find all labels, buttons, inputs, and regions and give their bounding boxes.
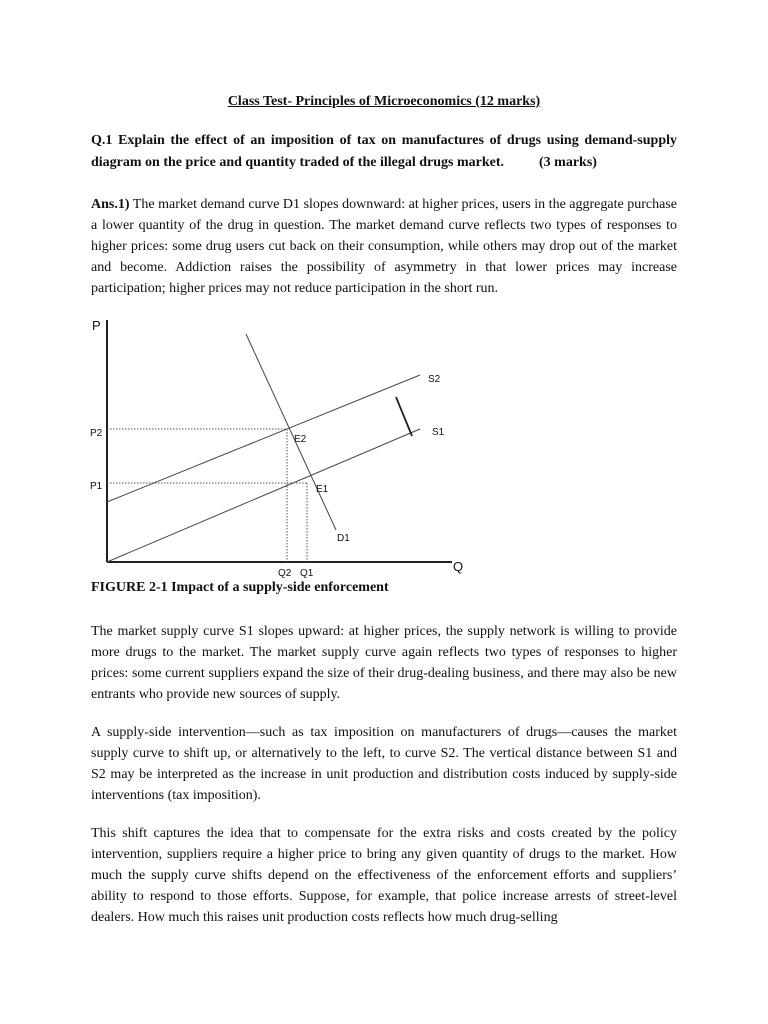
body-paragraph: The market supply curve S1 slopes upward: at higher prices, the supply network is willing to provide more drugs to the market. The market supply curve again reflects two types of responses to higher prices: some current suppliers expand the size of their drug-dealing business, and there may also be new entrants who provide new sources of supply. bbox=[91, 624, 677, 702]
label-d1: D1 bbox=[337, 533, 350, 544]
label-p1: P1 bbox=[90, 481, 103, 492]
figure-caption: FIGURE 2-1 Impact of a supply-side enforcement bbox=[91, 580, 389, 595]
label-q1: Q1 bbox=[300, 568, 314, 579]
question-marks: (3 marks) bbox=[539, 155, 597, 170]
label-q2: Q2 bbox=[278, 568, 292, 579]
supply-curve-s1 bbox=[107, 429, 420, 562]
y-axis-label: P bbox=[92, 318, 101, 333]
label-s1: S1 bbox=[432, 427, 445, 438]
answer-text: The market demand curve D1 slopes downward: at higher prices, users in the aggregate purchase a lower quantity of the drug in question. The market demand curve reflects two types of responses to higher prices: some drug users cut back on their consumption, while others may drop out of the market and become. Addiction raises the possibility of asymmetry in that lower prices may increase participation; higher prices may not reduce participation in the short run. bbox=[91, 197, 677, 296]
x-axis-label: Q bbox=[453, 559, 464, 574]
demand-curve-d1 bbox=[246, 334, 336, 530]
label-s2: S2 bbox=[428, 374, 441, 385]
body-paragraph: A supply-side intervention—such as tax imposition on manufacturers of drugs—causes the market supply curve to shift up, or alternatively to the left, to curve S2. The vertical distance between S1 and S2 may be interpreted as the increase in unit production and distribution costs induced by supply-side interventions (tax imposition). bbox=[91, 725, 677, 803]
question-text: Q.1 Explain the effect of an imposition of tax on manufactures of drugs using demand-supply diagram on the price and quantity traded of the illegal drugs market. bbox=[91, 133, 677, 170]
label-e1: E1 bbox=[316, 484, 329, 495]
question bbox=[91, 130, 677, 174]
label-e2: E2 bbox=[294, 434, 307, 445]
body-paragraph: This shift captures the idea that to compensate for the extra risks and costs created by the policy intervention, suppliers require a higher price to bring any given quantity of drugs to the market. How much the supply curve shifts depend on the effectiveness of the enforcement efforts and suppliers’ ability to respond to those efforts. Suppose, for example, that police increase arrests of street-level dealers. How much this raises unit production costs reflects how much drug-selling bbox=[91, 826, 677, 925]
shift-indicator bbox=[396, 397, 412, 436]
page-title: Class Test- Principles of Microeconomics (12 marks) bbox=[227, 94, 541, 109]
answer-paragraph bbox=[91, 194, 677, 299]
supply-demand-diagram bbox=[80, 312, 480, 580]
answer-label: Ans.1) bbox=[91, 197, 130, 212]
label-p2: P2 bbox=[90, 428, 103, 439]
